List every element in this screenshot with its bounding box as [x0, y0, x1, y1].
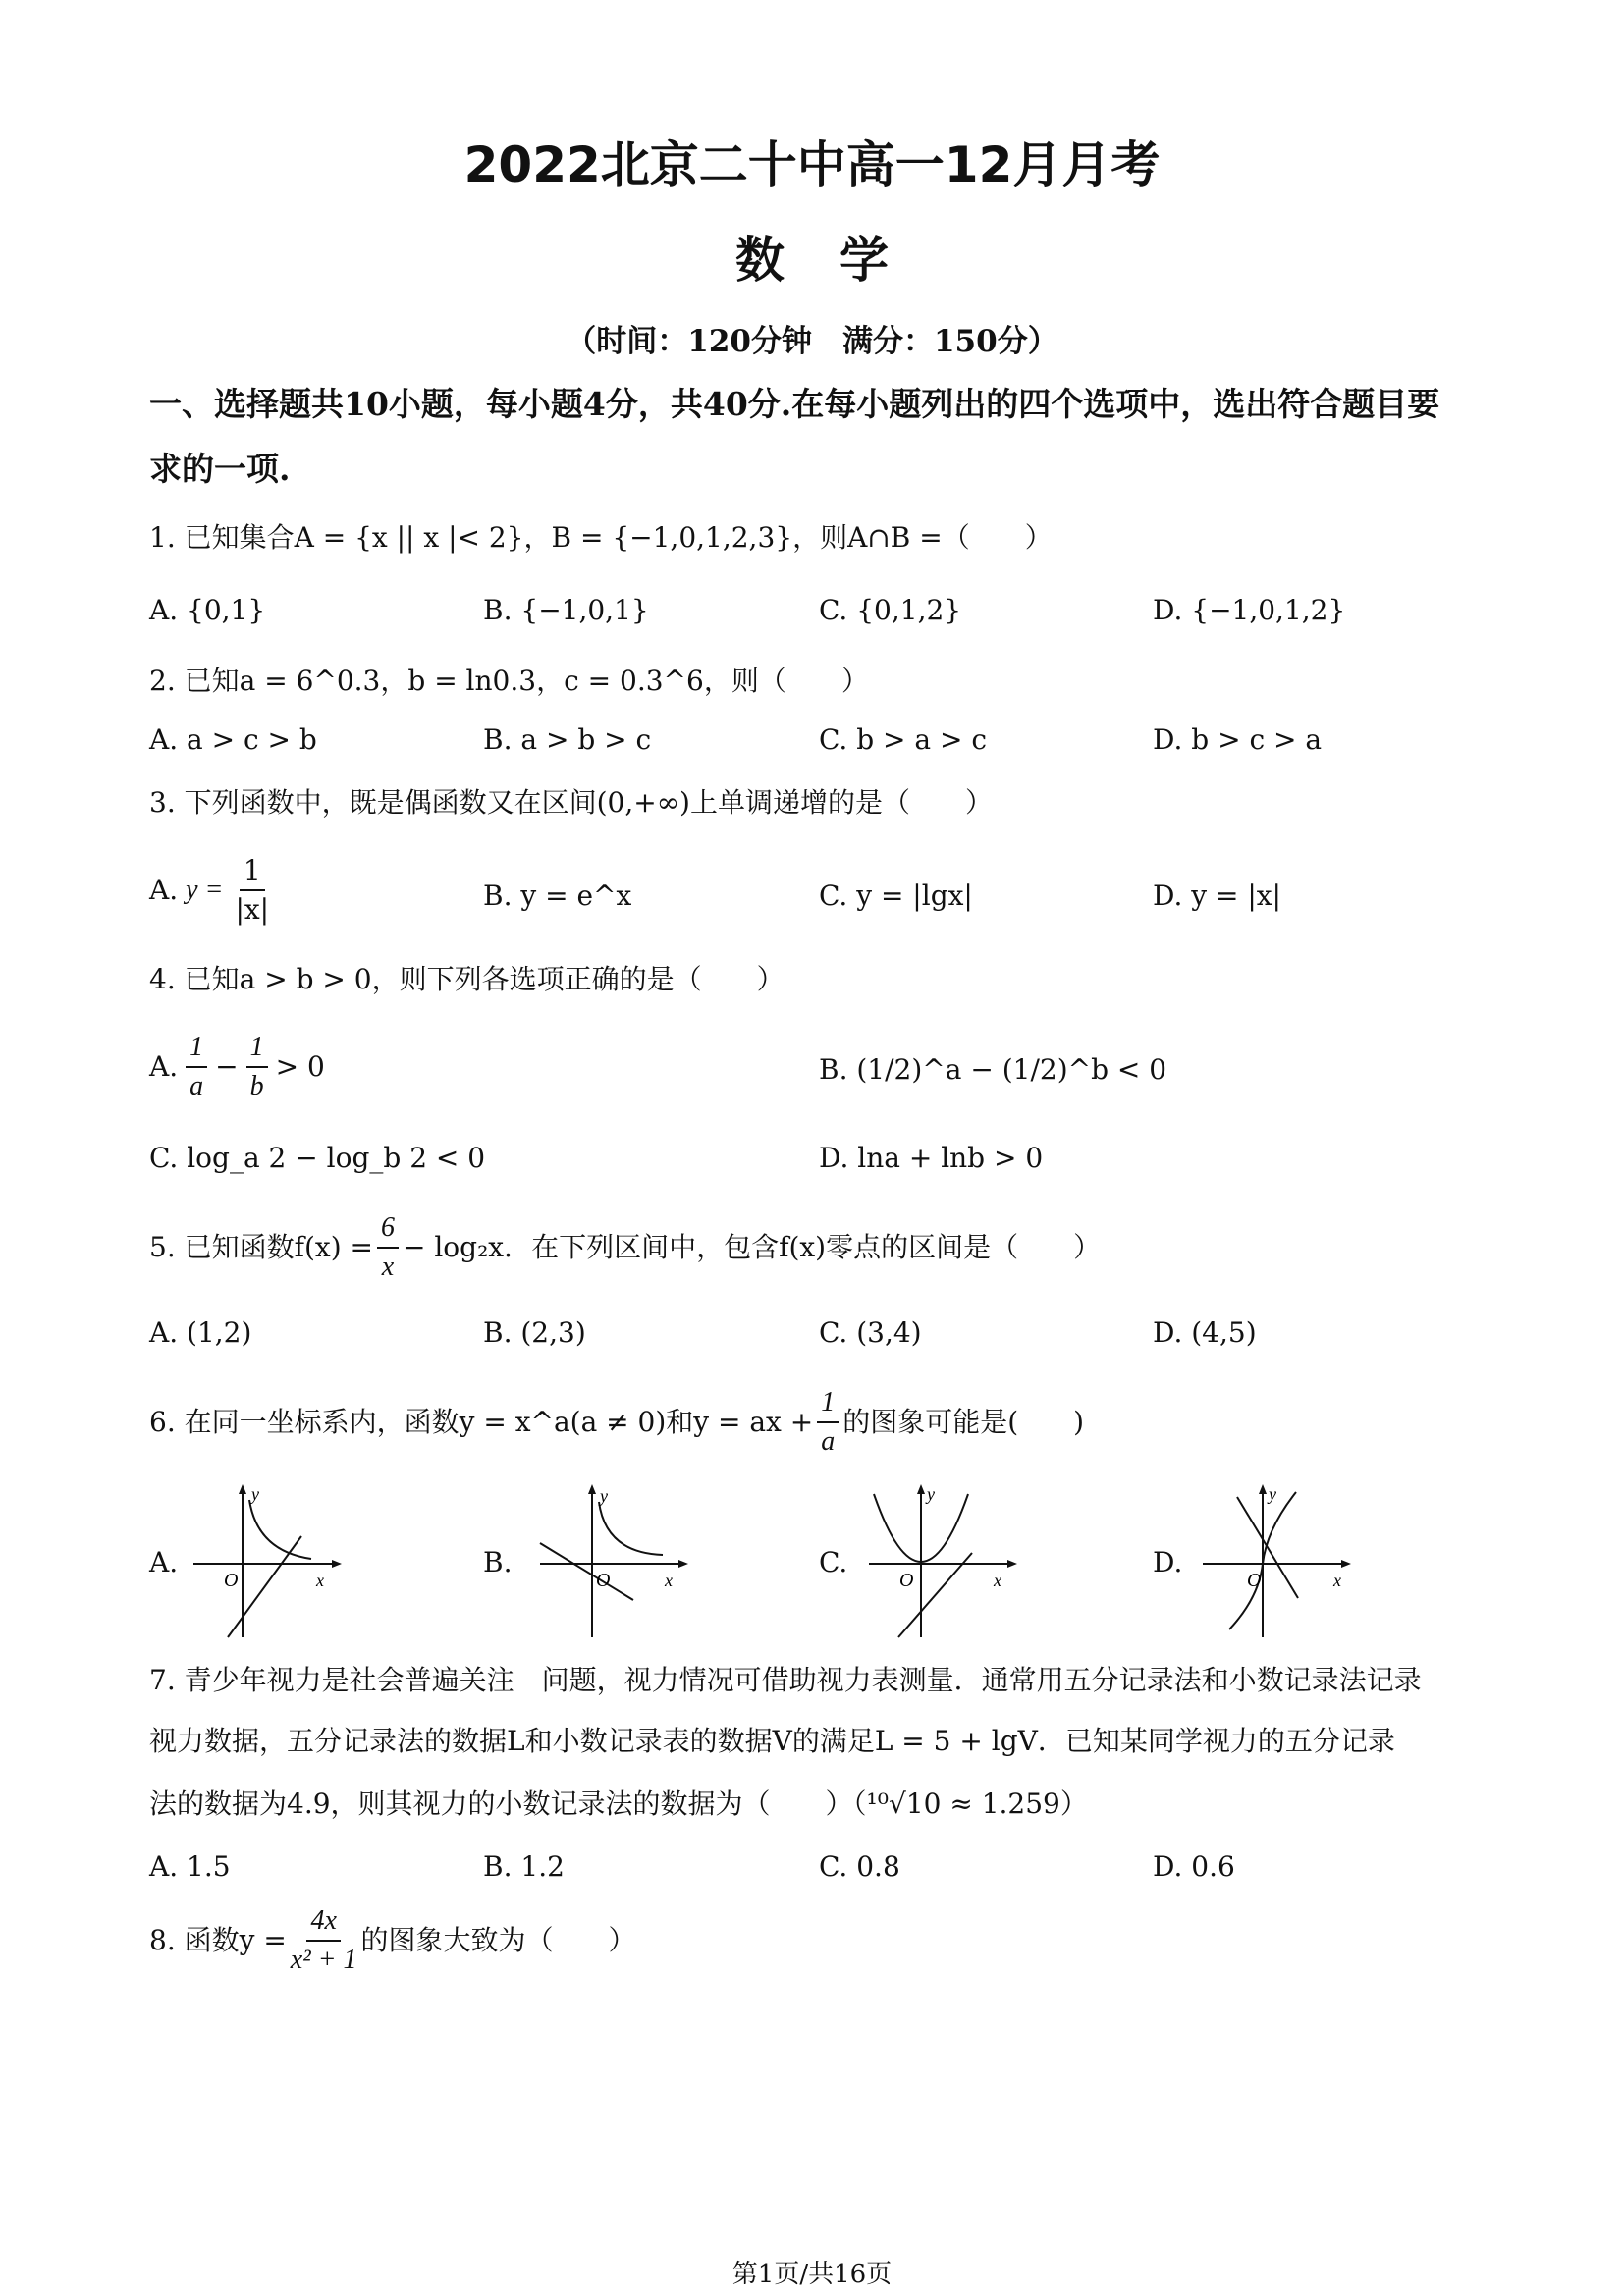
q6-stem — [149, 1384, 1504, 1461]
q6-graph-d-y-label: y — [1269, 1484, 1276, 1504]
time-info: （时间：120分钟 满分：150分） — [566, 324, 1058, 359]
q1-option-a: A. {0,1} — [149, 594, 266, 626]
q7-option-d: D. 0.6 — [1153, 1850, 1235, 1883]
q6-graph-a-x-label: x — [316, 1571, 324, 1590]
q6-option-b-label: B. — [483, 1546, 513, 1578]
q5-stem-post: − log₂x．在下列区间中，包含f(x)零点的区间是（ ） — [402, 1231, 1102, 1263]
q6-denominator: a — [821, 1426, 836, 1457]
q5-option-b: B. (2,3) — [483, 1316, 586, 1349]
q3-option-a-fraction — [235, 852, 269, 929]
q4-option-a-tail: > 0 — [275, 1050, 325, 1083]
q6-option-d-label: D. — [1153, 1546, 1183, 1578]
q4-option-a-num2: 1 — [246, 1029, 268, 1068]
page-footer: 第1页/共16页 — [731, 2260, 893, 2289]
q7-line1: 7. 青少年视力是社会普遍关注 问题，视力情况可借助视力表测量．通常用五分记录法和小数记录法记录 — [149, 1664, 1422, 1696]
q1-stem: 1. 已知集合A = {x || x |< 2}，B = {−1,0,1,2,3}，则A∩B =（ ） — [149, 521, 1053, 554]
q2-option-c: C. b > a > c — [819, 723, 988, 756]
q6-stem-pre: 6. 在同一坐标系内，函数y = x^a(a ≠ 0)和y = ax + — [149, 1406, 814, 1438]
q3-option-d: D. y = |x| — [1153, 880, 1281, 912]
q6-graph-c-x-label: x — [994, 1571, 1001, 1590]
q6-graph-d — [1198, 1482, 1360, 1639]
q6-graph-c-origin: O — [899, 1570, 914, 1591]
q6-graph-a — [189, 1482, 351, 1639]
q3-option-a-lhs: y = — [186, 875, 224, 905]
q4-option-a-fraction-2 — [246, 1029, 268, 1105]
q6-graph-b — [535, 1482, 697, 1639]
q6-stem-post: 的图象可能是( ) — [842, 1406, 1085, 1438]
q7-option-a: A. 1.5 — [149, 1850, 231, 1883]
page-title: 2022北京二十中高一12月月考 — [463, 136, 1161, 193]
section1-line2: 求的一项. — [149, 450, 291, 488]
q8-fraction — [291, 1902, 357, 1979]
q6-graph-a-origin: O — [224, 1570, 239, 1591]
q1-option-c: C. {0,1,2} — [819, 594, 962, 626]
q3-option-a — [149, 852, 273, 929]
q4-option-a-num1: 1 — [186, 1029, 207, 1068]
section1-line1: 一、选择题共10小题，每小题4分，共40分.在每小题列出的四个选项中，选出符合题目要 — [149, 385, 1440, 423]
q5-denominator: x — [381, 1252, 395, 1282]
q4-option-a-fraction-1 — [186, 1029, 207, 1105]
q6-option-c-label: C. — [819, 1546, 848, 1578]
q4-option-a: A. $\frac{1}{a}$ − $\frac{1}{b}$ > 0 — [149, 1029, 325, 1105]
q6-graph-c-y-label: y — [927, 1484, 935, 1504]
q4-option-a-den1: a — [189, 1071, 204, 1101]
q7-option-c: C. 0.8 — [819, 1850, 900, 1883]
q3-option-a-denominator: |x| — [235, 893, 270, 926]
q4-option-b: B. (1/2)^a − (1/2)^b < 0 — [819, 1053, 1167, 1086]
q8-stem-pre: 8. 函数y = — [149, 1924, 287, 1956]
subject-heading: 数学 — [735, 232, 944, 289]
q5-numerator: 6 — [377, 1209, 399, 1249]
q6-fraction — [817, 1384, 839, 1461]
q5-stem-pre: 5. 已知函数f(x) = — [149, 1231, 373, 1263]
q7-line2: 视力数据，五分记录法的数据L和小数记录表的数据V的满足L = 5 + lgV．已知某同学视力的五分记录 — [149, 1725, 1395, 1757]
q1-option-d: D. {−1,0,1,2} — [1153, 594, 1346, 626]
q8-numerator: 4x — [306, 1902, 340, 1942]
q4-option-d: D. lna + lnb > 0 — [819, 1142, 1044, 1174]
q8-stem — [149, 1902, 1504, 1979]
q2-option-d: D. b > c > a — [1153, 723, 1323, 756]
q8-stem-post: 的图象大致为（ ） — [360, 1924, 636, 1956]
q1-option-b: B. {−1,0,1} — [483, 594, 649, 626]
q5-option-a: A. (1,2) — [149, 1316, 252, 1349]
q5-option-c: C. (3,4) — [819, 1316, 922, 1349]
q3-option-b: B. y = e^x — [483, 880, 632, 912]
q2-option-a: A. a > c > b — [149, 723, 317, 756]
q7-line3: 法的数据为4.9，则其视力的小数记录法的数据为（ ）（¹⁰√10 ≈ 1.259） — [149, 1788, 1088, 1820]
q6-graph-b-y-label: y — [600, 1486, 608, 1506]
q6-graph-b-origin: O — [596, 1570, 611, 1591]
q6-graph-c — [864, 1482, 1026, 1639]
q8-denominator: x² + 1 — [290, 1945, 357, 1975]
q6-graph-d-origin: O — [1247, 1570, 1262, 1591]
q6-numerator: 1 — [817, 1384, 839, 1423]
q2-stem: 2. 已知a = 6^0.3，b = ln0.3，c = 0.3^6，则（ ） — [149, 665, 869, 697]
q5-fraction — [377, 1209, 399, 1286]
q6-graph-b-x-label: x — [665, 1571, 673, 1590]
q2-option-b: B. a > b > c — [483, 723, 652, 756]
q7-option-b: B. 1.2 — [483, 1850, 565, 1883]
q3-option-a-numerator: 1 — [240, 852, 265, 891]
q3-stem: 3. 下列函数中，既是偶函数又在区间(0,+∞)上单调递增的是（ ） — [149, 786, 993, 819]
q4-option-c: C. log_a 2 − log_b 2 < 0 — [149, 1142, 486, 1174]
q3-option-c: C. y = |lgx| — [819, 880, 973, 912]
q4-option-a-label: A. — [149, 1050, 179, 1083]
q4-option-a-den2: b — [249, 1071, 264, 1101]
q5-stem — [149, 1209, 1504, 1286]
q6-graph-a-y-label: y — [251, 1484, 259, 1504]
q5-option-d: D. (4,5) — [1153, 1316, 1257, 1349]
q4-stem: 4. 已知a > b > 0，则下列各选项正确的是（ ） — [149, 963, 785, 995]
q3-option-a-label: A. — [149, 874, 179, 906]
q6-graph-d-x-label: x — [1333, 1571, 1341, 1590]
q6-option-a-label: A. — [149, 1546, 179, 1578]
